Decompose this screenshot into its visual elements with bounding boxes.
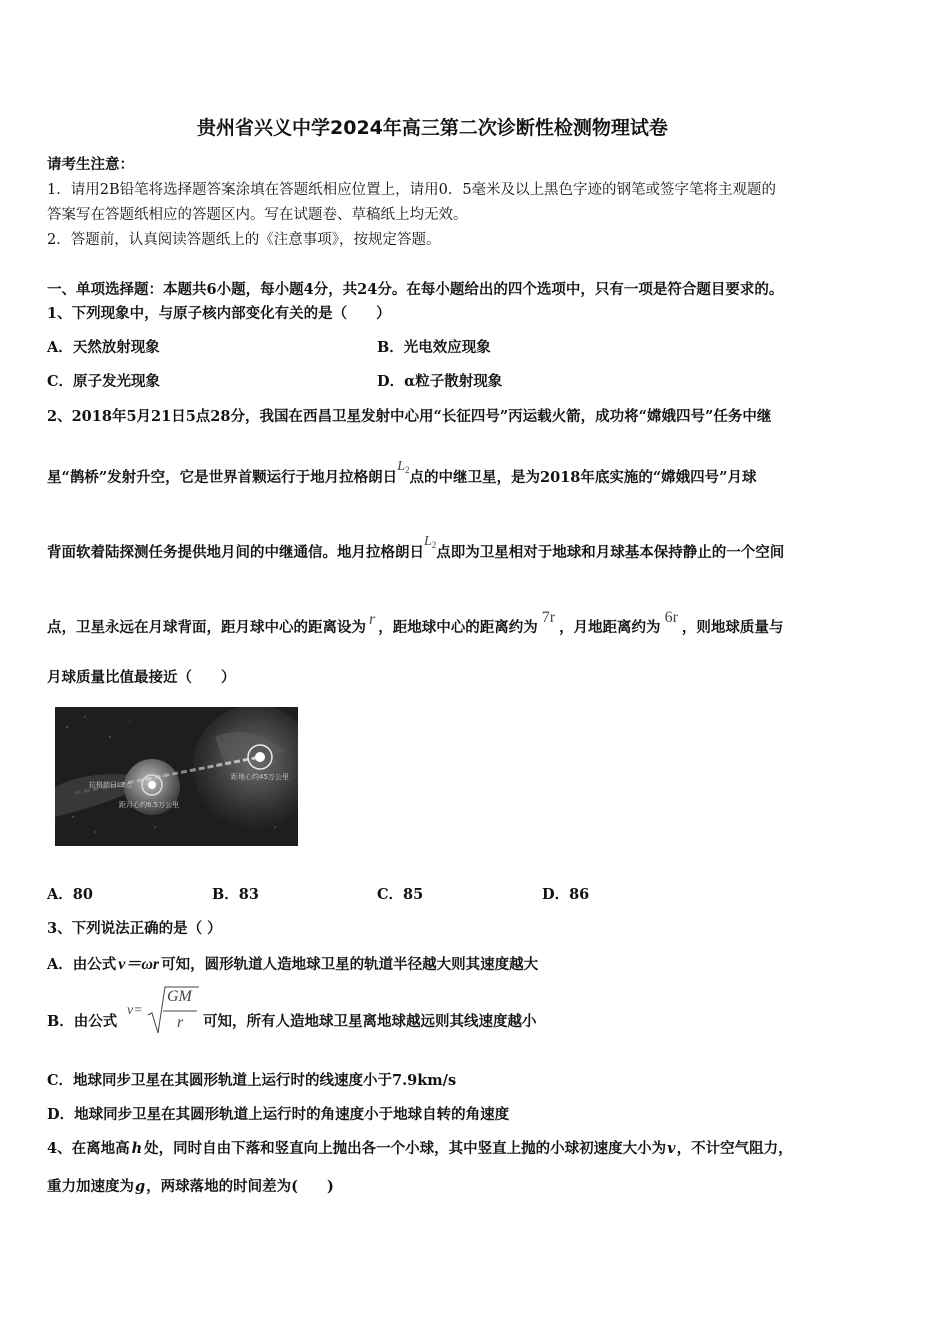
q3-b-prefix: B．由公式 [47, 1013, 118, 1030]
lagrange-point-symbol [397, 459, 409, 474]
formula-v-sqrt-gm-r [127, 985, 199, 1037]
lagrange-l: L [397, 459, 405, 474]
q3-b-text: 可知，所有人造地球卫星离地球越远则其线速度越小 [203, 1013, 537, 1030]
q2-line4c: ，月地距离约为 [559, 619, 661, 636]
q3-a-text: 可知，圆形轨道人造地球卫星的轨道半径越大则其速度越大 [161, 956, 539, 973]
q3-a-prefix: A．由公式 [47, 956, 117, 973]
q1-option-c: C．原子发光现象 [47, 373, 161, 390]
q3-stem: 3、下列说法正确的是（ ） [47, 920, 222, 937]
q2-line2a: 星“鹊桥”发射升空，它是世界首颗运行于地月拉格朗日 [47, 469, 398, 486]
q1-stem: 1、下列现象中，与原子核内部变化有关的是（ ） [47, 305, 391, 322]
var-v: v [667, 1140, 676, 1157]
photo-label-3: 距地心约45万公里 [231, 773, 289, 781]
page-title: 贵州省兴义中学2024年高三第二次诊断性检测物理试卷 [197, 117, 668, 139]
section-heading: 一、单项选择题：本题共6小题，每小题4分，共24分。在每小题给出的四个选项中，只有一项是符合题目要求的。 [47, 281, 784, 298]
q3-option-d: D．地球同步卫星在其圆形轨道上运行时的角速度小于地球自转的角速度 [47, 1106, 510, 1123]
formula-v-eq: v= [127, 1003, 143, 1018]
q2-line3a: 背面软着陆探测任务提供地月间的中继通信。地月拉格朗日 [47, 544, 424, 561]
q3-option-a [47, 951, 538, 974]
formula-denominator: r [177, 1014, 184, 1031]
math-7r: 7r [541, 609, 556, 626]
q1-option-b: B．光电效应现象 [377, 339, 491, 356]
q3-option-c: C．地球同步卫星在其圆形轨道上运行时的线速度小于7.9km/s [47, 1072, 457, 1089]
q4-line2 [47, 1175, 334, 1196]
lagrange-sub-2: 2 [431, 540, 437, 550]
notice-line2: 2．答题前，认真阅读答题纸上的《注意事项》，按规定答题。 [47, 232, 441, 248]
notice-line1b: 答案写在答题纸相应的答题区内。写在试题卷、草稿纸上均无效。 [47, 207, 468, 223]
q2-line1: 2、2018年5月21日5点28分，我国在西昌卫星发射中心用“长征四号”丙运载火箭，成功将“嫦娥四号”任务中继 [47, 408, 772, 425]
earth-dot [255, 752, 265, 762]
q4-line1b: 处，同时自由下落和竖直向上抛出各一个小球，其中竖直上抛的小球初速度大小为 [144, 1140, 667, 1157]
notice-line1a: 1．请用2B铅笔将选择题答案涂填在答题纸相应位置上，请用0．5毫米及以上黑色字迹的钢笔或签字笔将主观题的 [47, 182, 777, 198]
q2-option-c: C．85 [377, 886, 424, 903]
q4-line2a: 重力加速度为 [47, 1178, 134, 1195]
photo-label-1: 拉格朗日L2点 [89, 781, 133, 789]
q2-option-a: A．80 [47, 886, 93, 903]
q2-line3 [47, 534, 785, 562]
earth-moon-relay-photo [55, 707, 298, 846]
space-illustration [55, 707, 298, 846]
q2-line2 [47, 459, 757, 487]
moon-dot [148, 781, 156, 789]
math-r: r [369, 611, 376, 628]
q2-option-b: B．83 [212, 886, 259, 903]
lagrange-sub: 2 [404, 465, 410, 475]
q1-option-a: A．天然放射现象 [47, 339, 160, 356]
q4-line1c: ，不计空气阻力， [676, 1140, 793, 1157]
q2-line5: 月球质量比值最接近（ ） [47, 669, 236, 686]
lagrange-l-2: L [424, 534, 432, 549]
var-h: h [131, 1140, 143, 1157]
q4-line2b: ，两球落地的时间差为( ) [146, 1178, 334, 1195]
q1-option-d: D．α粒子散射现象 [377, 373, 503, 390]
q2-line3b: 点即为卫星相对于地球和月球基本保持静止的一个空间 [436, 544, 785, 561]
q2-line2b: 点的中继卫星，是为2018年底实施的“嫦娥四号”月球 [409, 469, 757, 486]
formula-v-omega-r: v＝ωr [118, 956, 160, 973]
q4-line1a: 4、在离地高 [47, 1140, 130, 1157]
lagrange-point-symbol-2 [424, 534, 436, 549]
photo-label-2: 距月心约6.5万公里 [119, 801, 180, 809]
q2-line4a: 点，卫星永远在月球背面，距月球中心的距离设为 [47, 619, 366, 636]
math-6r: 6r [664, 609, 678, 626]
notice-heading: 请考生注意： [47, 156, 134, 173]
q2-option-d: D．86 [542, 886, 590, 903]
q3-option-b [47, 1010, 117, 1031]
q2-line4b: ，距地球中心的距离约为 [378, 619, 538, 636]
q2-line4 [47, 609, 784, 637]
var-g: g [135, 1178, 146, 1195]
q4-line1 [47, 1137, 793, 1158]
q2-line4d: ，则地球质量与 [681, 619, 784, 636]
formula-numerator: GM [167, 988, 192, 1005]
